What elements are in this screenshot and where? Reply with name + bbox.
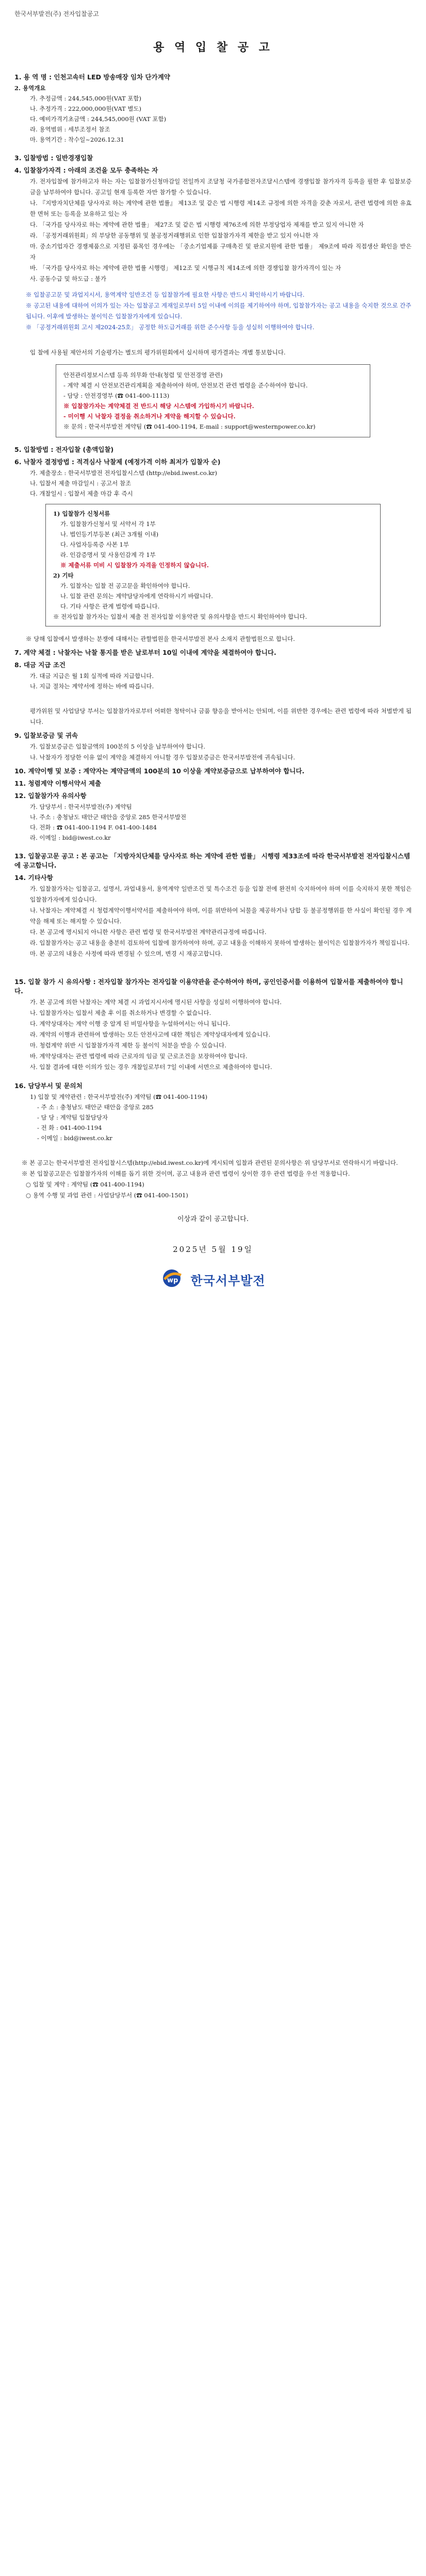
dept-contact: - 주 소 : 충청남도 태안군 태안읍 중앙로 285 [37,1104,154,1111]
announcement-date: 2025년 5월 19일 [173,1245,253,1254]
qualification-item: 라. 「공정거래위원회」의 부당한 공동행위 및 불공정거래행위로 인한 입찰참가자격 제한을 받고 있지 아니한 자 [30,232,319,239]
jurisdiction-note: ※ 당해 입찰에서 발생하는 분쟁에 대해서는 관할법원을 한국서부발전 본사 소재지 관할법원으로 합니다. [26,635,295,642]
closing-statement: 이상과 같이 공고합니다. [177,1215,249,1223]
section-7-heading: 7. 계약 체결 : 낙찰자는 낙찰 통지를 받은 날로부터 10일 이내에 계약을 체결하여야 합니다. [14,649,276,656]
section-4-heading: 4. 입찰참가자격 : 아래의 조건을 모두 충족하는 자 [14,166,158,174]
contact-item: 다. 전화 : ☎ 041-400-1194 F. 041-400-1484 [30,824,157,831]
documents-heading: 1) 입찰참가 신청서류 [53,510,110,517]
section-10-heading: 10. 계약이행 및 보증 : 계약자는 계약금액의 100분의 10 이상을 계약보증금으로 납부하여야 합니다. [14,767,305,775]
evaluation-note: 입 찰에 사용될 제안서의 기술평가는 별도의 평가위원회에서 실시하며 평가결과는 개별 통보합니다. [30,349,286,356]
deposit-item: 가. 입찰보증금은 입찰금액의 100분의 5 이상을 납부하여야 합니다. [30,743,205,750]
section-16-heading: 16. 담당부서 및 문의처 [14,1082,83,1090]
section-13-heading: 13. 입찰공고문 공고 : 본 공고는 「지방자치단체를 당사자로 하는 계약에 관한 법률」 시행령 제33조에 따라 한국서부발전 전자입찰시스템에 공고합니다. [14,852,411,869]
qualification-item: 다. 「국가를 당사자로 하는 계약에 관한 법률」 제27조 및 같은 법 시행령 제76조에 의한 부정당업자 제재를 받고 있지 아니한 자 [30,221,364,228]
qualification-item: 마. 중소기업자간 경쟁제품으로 지정된 품목인 경우에는 「중소기업제품 구매촉진 및 판로지원에 관한 법률」 제9조에 따라 직접생산 확인을 받은 자 [30,243,412,261]
qualification-item: 가. 전자입찰에 참가하고자 하는 자는 입찰참가신청마감일 전일까지 조달청 국가종합전자조달시스템에 경쟁입찰 참가자격 등록을 필한 후 입찰보증금을 납부하여야 합니다. 공고일 현재 등록한 자만 참가할 수 있습니다. [30,178,412,196]
estimated-price: 나. 추정가격 : 222,000,000원(VAT 별도) [30,105,142,112]
dept-contact: - 전 화 : 041-400-1194 [37,1124,102,1131]
contact-item: 라. 이메일 : bid@iwest.co.kr [30,834,111,841]
notice-note: ※ 공고된 내용에 대하여 이의가 있는 자는 입찰공고 게재일로부터 5일 이내에 이의를 제기하여야 하며, 입찰참가자는 공고 내용을 숙지한 것으로 간주됩니다. 이후에 발생하는 불이익은 입찰참가자에게 있습니다. [26,302,412,320]
misc-item: 가. 입찰참가자는 입찰공고, 설명서, 과업내용서, 용역계약 일반조건 및 특수조건 등을 입찰 전에 완전히 숙지하여야 하며 이를 숙지하지 못한 책임은 입찰참가자에게 있습니다. [30,885,412,903]
closing-contact: ○ 입찰 및 계약 : 계약팀 (☎ 041-400-1194) [26,1181,144,1188]
deposit-item: 나. 낙찰자가 정당한 이유 없이 계약을 체결하지 아니할 경우 입찰보증금은 한국서부발전에 귀속됩니다. [30,754,296,761]
misc-item: 마. 본 공고의 내용은 사정에 따라 변경될 수 있으며, 변경 시 재공고합니다. [30,950,223,957]
document-item: 라. 인감증명서 및 사용인감계 각 1부 [60,551,156,558]
closing-note: ※ 본 입찰공고문은 입찰참가자의 이해를 돕기 위한 것이며, 공고 내용과 관련 법령이 상이한 경우 관련 법령을 우선 적용합니다. [22,1170,350,1177]
box-warning: - 미이행 시 낙찰자 결정을 취소하거나 계약을 해지할 수 있습니다. [63,413,236,420]
other-heading: 2) 기타 [53,572,74,579]
section-9-heading: 9. 입찰보증금 및 귀속 [14,732,78,739]
safety-notice-box [56,364,370,437]
misc-item: 라. 입찰참가자는 공고 내용을 충분히 검토하여 입찰에 참가하여야 하며, 공고 내용을 이해하지 못하여 발생하는 불이익은 입찰참가자가 책임집니다. [30,939,409,946]
box-line: - 담당 : 안전경영부 (☎ 041-400-1113) [63,392,170,399]
caution-item: 바. 계약상대자는 관련 법령에 따라 근로자의 임금 및 근로조건을 보장하여야 합니다. [30,1053,248,1060]
section-5-heading: 5. 입찰방법 : 전자입찰 (총액입찰) [14,446,114,453]
svg-text:wp: wp [167,1277,178,1284]
section-2-heading: 2. 용역개요 [14,84,46,92]
submission-place: 가. 제출장소 : 한국서부발전 전자입찰시스템 (http://ebid.iwest.co.kr) [30,469,218,477]
closing-contact: ○ 용역 수행 및 과업 관련 : 사업담당부서 (☎ 041-400-1501) [26,1192,188,1199]
page-title: 용 역 입 찰 공 고 [153,41,273,54]
notice-note: ※ 「공정거래위원회 고시 제2024-25호」 공정한 하도급거래를 위한 준수사항 등을 성실히 이행하여야 합니다. [26,324,315,331]
document-item: 나. 법인등기부등본 (최근 3개월 이내) [60,531,159,538]
box-line: - 계약 체결 시 안전보건관리계획을 제출하여야 하며, 안전보건 관련 법령을 준수하여야 합니다. [63,382,308,389]
dept-contact: - 담 당 : 계약팀 입찰담당자 [37,1114,108,1121]
box-warning: ※ 입찰참가자는 계약체결 전 반드시 해당 시스템에 가입하시기 바랍니다. [63,402,254,410]
ethics-para: 평가위원 및 사업담당 부서는 입찰참가자로부터 어떠한 청탁이나 금품 향응을 받아서는 안되며, 이를 위반한 경우에는 관련 법령에 따라 처벌받게 됩니다. [30,707,412,725]
section-15-heading: 15. 입찰 참가 시 유의사항 : 전자입찰 참가자는 전자입찰 이용약관을 준수하여야 하며, 공인인증서를 이용하여 입찰서를 제출하여야 합니다. [14,978,403,995]
documents-box [45,504,381,626]
section-6-heading: 6. 낙찰자 결정방법 : 적격심사 낙찰제 (예정가격 이하 최저가 입찰자 순) [14,458,221,466]
box-line: 안전관리정보시스템 등록 의무화 안내(청렴 및 안전경영 관련) [63,371,223,379]
closing-note: ※ 본 공고는 한국서부발전 전자입찰시스템(http://ebid.iwest.co.kr)에 게시되며 입찰과 관련된 문의사항은 위 담당부서로 연락하시기 바랍니다. [22,1159,398,1166]
company-name: 한국서부발전 [190,1273,266,1288]
box-contact: ※ 문의 : 한국서부발전 계약팀 (☎ 041-400-1194, E-mail : support@westernpower.co.kr) [63,423,316,430]
period: 마. 용역기간 : 착수일~2026.12.31 [30,136,124,143]
section-3-heading: 3. 입찰방법 : 일반경쟁입찰 [14,154,93,162]
other-item: 나. 입찰 관련 문의는 계약담당자에게 연락하시기 바랍니다. [60,592,213,600]
caution-item: 라. 계약의 이행과 관련하여 발생하는 모든 안전사고에 대한 책임은 계약상대자에게 있습니다. [30,1031,271,1038]
section-1-heading: 1. 용 역 명 : 인천고속터 LED 방송매장 임차 단가계약 [14,73,170,81]
caution-item: 나. 입찰참가자는 입찰서 제출 후 이를 취소하거나 변경할 수 없습니다. [30,1009,211,1016]
dept-contact: - 이메일 : bid@iwest.co.kr [37,1134,112,1142]
notice-note: ※ 입찰공고문 및 과업지시서, 용역계약 일반조건 등 입찰참가에 필요한 사항은 반드시 확인하시기 바랍니다. [26,291,305,298]
caution-item: 다. 계약상대자는 계약 이행 중 알게 된 비밀사항을 누설하여서는 아니 됩니다. [30,1020,231,1027]
document-item: 다. 사업자등록증 사본 1부 [60,541,129,548]
contact-item: 나. 주소 : 충청남도 태안군 태안읍 중앙로 285 한국서부발전 [30,814,187,821]
misc-item: 나. 낙찰자는 계약체결 시 청렴계약이행서약서를 제출하여야 하며, 이를 위반하여 뇌물을 제공하거나 담합 등 불공정행위를 한 사실이 확인될 경우 계약을 해제 또는 해지할 수 있습니다. [30,907,412,925]
opening-time: 다. 개찰일시 : 입찰서 제출 마감 후 즉시 [30,490,133,497]
qualification-item: 사. 공동수급 및 하도급 : 불가 [30,275,107,282]
contact-item: 가. 담당부서 : 한국서부발전(주) 계약팀 [30,803,132,810]
section-12-heading: 12. 입찰참가자 유의사항 [14,792,87,800]
dept-contact: 1) 입찰 및 계약관련 : 한국서부발전(주) 계약팀 (☎ 041-400-1194) [30,1093,208,1100]
submission-deadline: 나. 입찰서 제출 마감일시 : 공고서 참조 [30,480,132,487]
documents-footnote: ※ 전자입찰 참가자는 입찰서 제출 전 전자입찰 이용약관 및 유의사항을 반드시 확인하여야 합니다. [53,613,307,620]
base-price: 다. 예비가격기초금액 : 244,545,000원 (VAT 포함) [30,115,167,123]
other-item: 가. 입찰자는 입찰 전 공고문을 확인하여야 합니다. [60,582,190,589]
company-logo-icon [160,1268,185,1291]
caution-item: 가. 본 공고에 의한 낙찰자는 계약 체결 시 과업지시서에 명시된 사항을 성실히 이행하여야 합니다. [30,998,282,1006]
misc-item: 다. 본 공고에 명시되지 아니한 사항은 관련 법령 및 한국서부발전 계약관리규정에 따릅니다. [30,928,267,936]
qualification-item: 바. 「국가를 당사자로 하는 계약에 관한 법률 시행령」 제12조 및 시행규칙 제14조에 의한 경쟁입찰 참가자격이 있는 자 [30,264,341,272]
other-item: 다. 기타 사항은 관계 법령에 따릅니다. [60,603,160,610]
org-header: 한국서부발전(주) 전자입찰공고 [14,10,99,18]
company-footer [14,1268,412,1291]
section-14-heading: 14. 기타사항 [14,874,53,882]
payment-item: 가. 대금 지급은 월 1회 실적에 따라 지급합니다. [30,672,154,680]
scope: 라. 용역범위 : 세부조정서 참조 [30,126,110,133]
caution-item: 마. 청렴계약 위반 시 입찰참가자격 제한 등 불이익 처분을 받을 수 있습니다. [30,1042,226,1049]
payment-item: 나. 지급 절차는 계약서에 정하는 바에 따릅니다. [30,683,154,690]
caution-item: 사. 입찰 결과에 대한 이의가 있는 경우 개찰일로부터 7일 이내에 서면으로 제출하여야 합니다. [30,1063,272,1071]
section-8-heading: 8. 대금 지급 조건 [14,661,65,669]
qualification-item: 나. 『지방자치단체를 당사자로 하는 계약에 관한 법률』 제13조 및 같은 법 시행령 제14조 규정에 의한 자격을 갖춘 자로서, 관련 법령에 의한 유효한 면허 또는 등록을 보유하고 있는 자 [30,199,412,217]
documents-warning: ※ 제출서류 미비 시 입찰참가 자격을 인정하지 않습니다. [60,562,209,569]
section-11-heading: 11. 청렴계약 이행서약서 제출 [14,779,102,787]
document-item: 가. 입찰참가신청서 및 서약서 각 1부 [60,520,156,528]
estimated-amount: 가. 추정금액 : 244,545,000원(VAT 포함) [30,95,142,102]
